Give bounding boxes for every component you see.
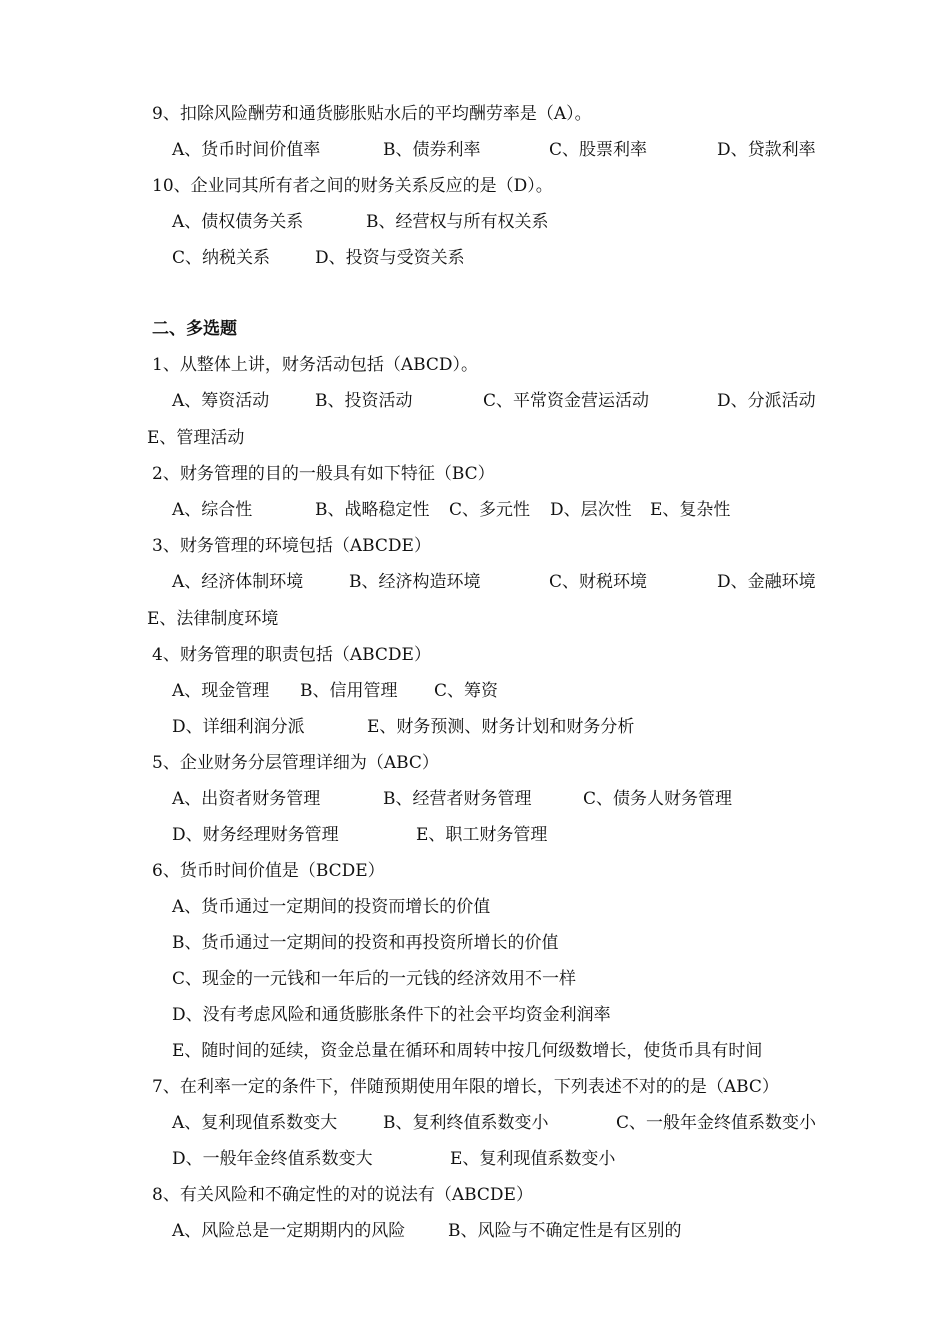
option-d: D、分派活动 <box>717 391 816 411</box>
option-e: E、复利现值系数变小 <box>450 1149 616 1169</box>
option-b: B、债券利率 <box>383 140 481 160</box>
option-e: E、复杂性 <box>650 500 731 520</box>
option-d: D、投资与受资关系 <box>315 248 465 268</box>
option-b: B、风险与不确定性是有区别的 <box>448 1221 682 1241</box>
option-c: C、筹资 <box>434 681 499 701</box>
option-b: B、经营者财务管理 <box>383 789 532 809</box>
option-a: A、风险总是一定期期内的风险 <box>172 1221 406 1241</box>
option-b: B、复利终值系数变小 <box>383 1113 549 1133</box>
option-b: B、经营权与所有权关系 <box>366 212 549 232</box>
option-c: C、纳税关系 <box>172 248 271 268</box>
option-a: A、经济体制环境 <box>172 572 304 592</box>
option-c: C、财税环境 <box>549 572 648 592</box>
option-b: B、信用管理 <box>300 681 398 701</box>
option-a: A、债权债务关系 <box>172 212 304 232</box>
option-c: C、股票利率 <box>549 140 648 160</box>
option-a: A、现金管理 <box>172 681 270 701</box>
option-a: A、货币时间价值率 <box>172 140 321 160</box>
option-b: B、经济构造环境 <box>349 572 481 592</box>
option-c: C、债务人财务管理 <box>583 789 733 809</box>
option-c: C、一般年金终值系数变小 <box>616 1113 817 1133</box>
option-d: D、贷款利率 <box>717 140 816 160</box>
option-c: C、平常资金营运活动 <box>483 391 650 411</box>
option-a: A、筹资活动 <box>172 391 270 411</box>
option-d: D、层次性 <box>550 500 632 520</box>
option-d: D、一般年金终值系数变大 <box>172 1149 373 1169</box>
option-c: C、多元性 <box>449 500 531 520</box>
document-page: 9、扣除风险酬劳和通货膨胀贴水后的平均酬劳率是（A）。 A、货币时间价值率 B、债券利率 C、股票利率 D、贷款利率 10、企业同其所有者之间的财务关系反应的是（D）。 A、债权债务关系 B、经营权与所有权关系 C、纳税关系 D、投资与受资关系 二、多选题 1、从整体上讲，财务活动包括（ABCD）。 A、筹资活动 B、投资活动 C、平常资金营运活动 D、分派活动 E、管理活动 2、财务管理的目的一般具有如下特征（BC） A、综合性 B、战略稳定性 C、多元性 D、层次性 E、复杂性 3、财务管理的环境包括（ABCDE） A、经济体制环境 B、经济构造环境 C、财税环境 D、金融环境 E、法律制度环境 4、财务管理的职责包括（ABCDE） A、现金管理 B、信用管理 C、筹资 D、详细利润分派 E、财务预测、财务计划和财务分析 5、企业财务分层管理详细为（ABC） A、出资者财务管理 B、经营者财务管理 C、债务人财务管理 D、财务经理财务管理 E、职工财务管理 6、货币时间价值是（BCDE） A、货币通过一定期间的投资而增长的价值 B、货币通过一定期间的投资和再投资所增长的价值 C、现金的一元钱和一年后的一元钱的经济效用不一样 D、没有考虑风险和通货膨胀条件下的社会平均资金利润率 E、随时间的延续，资金总量在循环和周转中按几何级数增长，使货币具有时间 7、在利率一定的条件下，伴随预期使用年限的增长，下列表述不对的的是（ABC） A、复利现值系数变大 B、复利终值系数变小 C、一般年金终值系数变小 D、一般年金终值系数变大 E、复利现值系数变小 8、有关风险和不确定性的对的说法有（ABCDE） A、风险总是一定期期内的风险 B、风险与不确定性是有区别的 <box>147 104 817 1241</box>
option-d: D、金融环境 <box>717 572 816 592</box>
option-a: A、复利现值系数变大 <box>172 1113 338 1133</box>
option-a: A、综合性 <box>172 500 253 520</box>
option-a: A、出资者财务管理 <box>172 789 321 809</box>
option-b: B、投资活动 <box>315 391 413 411</box>
option-b: B、战略稳定性 <box>315 500 430 520</box>
option-d: D、财务经理财务管理 <box>172 825 339 845</box>
option-e: E、职工财务管理 <box>416 825 548 845</box>
option-e: E、财务预测、财务计划和财务分析 <box>367 717 635 737</box>
option-d: D、详细利润分派 <box>172 717 305 737</box>
